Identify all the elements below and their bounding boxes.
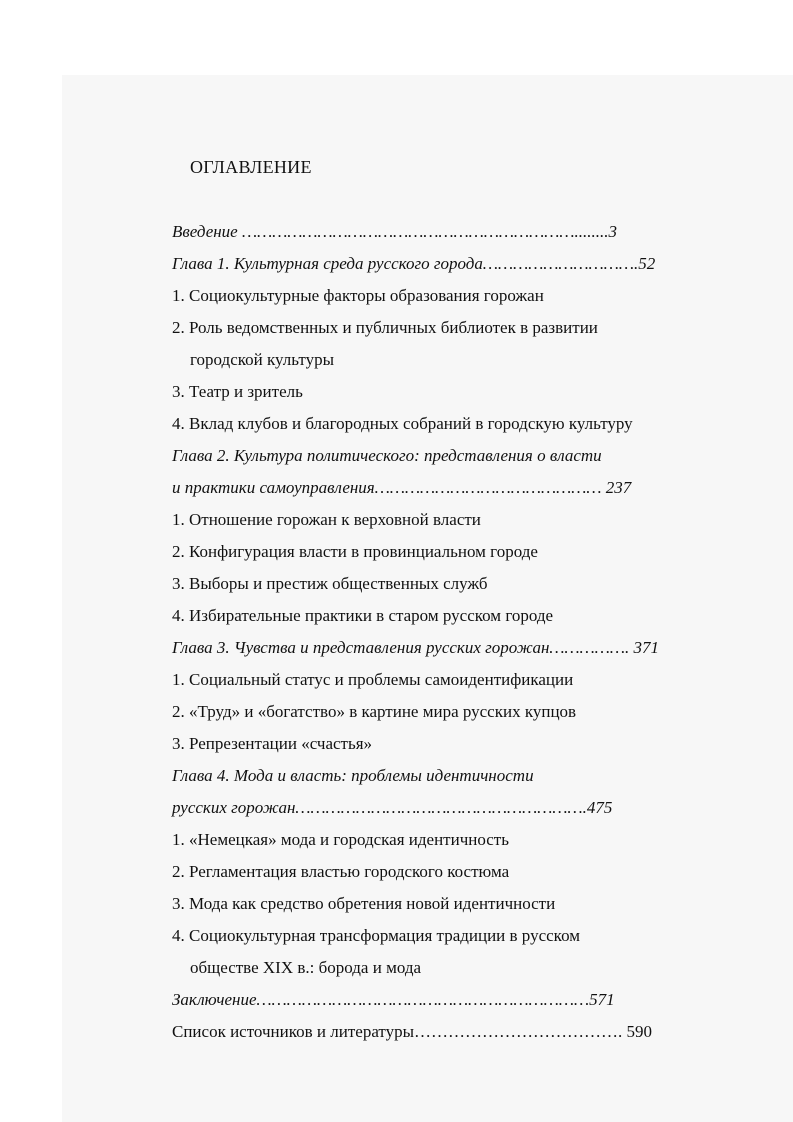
toc-entry-3-1: 1. Социальный статус и проблемы самоидентификации xyxy=(172,670,574,689)
toc-entry-4-1: 1. «Немецкая» мода и городская идентичность xyxy=(172,830,509,849)
toc-entry-4-4-cont: обществе XIX в.: борода и мода xyxy=(190,958,422,977)
toc-entry-chapter-2-cont: и практики самоуправления……………………………………… 237 xyxy=(172,478,632,497)
toc-entry-1-1: 1. Социокультурные факторы образования горожан xyxy=(172,286,544,305)
toc-heading: ОГЛАВЛЕНИЕ xyxy=(190,157,312,177)
toc-entry-introduction: Введение …………………………………………………………........3 xyxy=(172,222,618,241)
toc-entry-1-3: 3. Театр и зритель xyxy=(172,382,303,401)
toc-entry-sources: Список источников и литературы………………………………. 590 xyxy=(172,1022,653,1041)
toc-entry-chapter-4-cont: русских горожан………………………………………………….475 xyxy=(172,798,613,817)
toc-entry-2-3: 3. Выборы и престиж общественных служб xyxy=(172,574,488,593)
toc-entry-chapter-1: Глава 1. Культурная среда русского города………………………….52 xyxy=(172,254,656,273)
toc-entry-4-4: 4. Социокультурная трансформация традиции в русском xyxy=(172,926,580,945)
toc-entry-2-1: 1. Отношение горожан к верховной власти xyxy=(172,510,481,529)
toc-entry-2-4: 4. Избирательные практики в старом русском городе xyxy=(172,606,554,625)
toc-entry-chapter-3: Глава 3. Чувства и представления русских горожан……………. 371 xyxy=(172,638,659,657)
toc-entry-conclusion: Заключение…………………………………………………………571 xyxy=(172,990,615,1009)
toc-entry-4-2: 2. Регламентация властью городского костюма xyxy=(172,862,510,881)
toc-entry-2-2: 2. Конфигурация власти в провинциальном городе xyxy=(172,542,538,561)
toc-entry-4-3: 3. Мода как средство обретения новой идентичности xyxy=(172,894,556,913)
toc-entry-1-4: 4. Вклад клубов и благородных собраний в городскую культуру xyxy=(172,414,633,433)
toc-entry-3-2: 2. «Труд» и «богатство» в картине мира русских купцов xyxy=(172,702,577,721)
toc-entry-chapter-2: Глава 2. Культура политического: представления о власти xyxy=(172,446,602,465)
toc-entry-1-2-cont: городской культуры xyxy=(190,350,334,369)
toc-entry-3-3: 3. Репрезентации «счастья» xyxy=(172,734,373,753)
toc-entry-1-2: 2. Роль ведомственных и публичных библиотек в развитии xyxy=(172,318,598,337)
toc-entry-chapter-4: Глава 4. Мода и власть: проблемы идентичности xyxy=(172,766,534,785)
